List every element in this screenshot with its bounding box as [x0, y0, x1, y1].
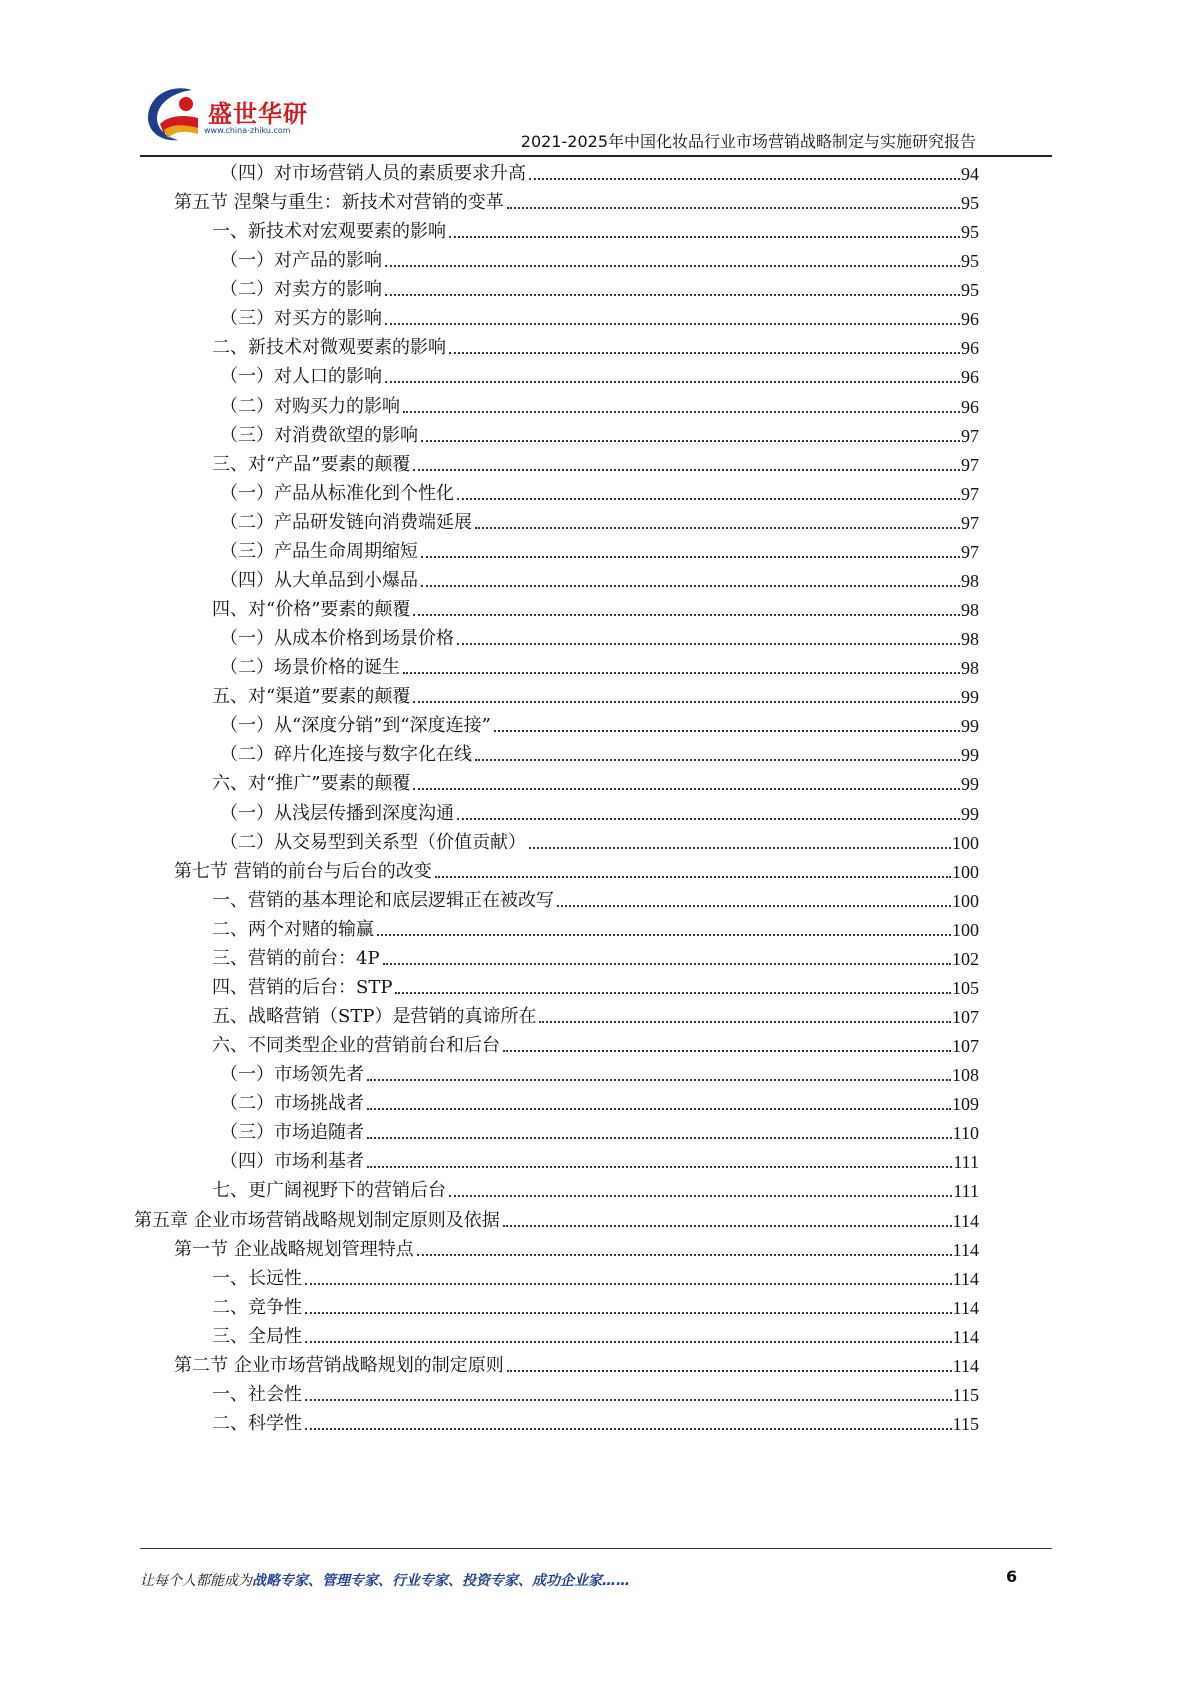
toc-entry — [220, 271, 979, 302]
toc-leader-dots — [403, 411, 960, 413]
toc-leader-dots — [507, 207, 960, 209]
toc-entry-label: （二）产品研发链向消费端延展 — [220, 511, 472, 533]
toc-leader-dots — [367, 1137, 952, 1139]
toc-entry-label: （一）从浅层传播到深度沟通 — [220, 802, 454, 824]
toc-entry — [212, 940, 979, 971]
toc-entry — [220, 300, 979, 331]
toc-entry-page: 107 — [952, 1007, 979, 1028]
toc-entry — [220, 1143, 979, 1174]
toc-entry-label: 四、对“价格”要素的颠覆 — [212, 599, 411, 621]
toc-entry — [212, 329, 979, 360]
toc-entry — [220, 824, 979, 855]
toc-leader-dots — [421, 440, 960, 442]
toc-entry-label: 第五节 涅槃与重生：新技术对营销的变革 — [174, 192, 504, 214]
toc-entry-label: （一）产品从标准化到个性化 — [220, 482, 454, 504]
toc-entry — [212, 1172, 979, 1203]
toc-entry-page: 97 — [961, 454, 979, 475]
toc-entry-label: 一、新技术对宏观要素的影响 — [212, 221, 446, 243]
toc-entry-label: 四、营销的后台：STP — [212, 976, 393, 998]
toc-entry-label: 第二节 企业市场营销战略规划的制定原则 — [174, 1354, 504, 1376]
toc-entry-page: 97 — [961, 425, 979, 446]
toc-leader-dots — [367, 1108, 951, 1110]
toc-leader-dots — [385, 265, 960, 267]
toc-entry-page: 115 — [952, 1414, 979, 1434]
toc-entry — [220, 707, 979, 738]
toc-entry-label: （四）从大单品到小爆品 — [220, 569, 418, 591]
toc-leader-dots — [417, 1254, 952, 1256]
toc-entry-label: 六、对“推广”要素的颠覆 — [212, 773, 411, 795]
toc-entry — [212, 1405, 979, 1436]
toc-entry — [220, 1056, 979, 1087]
toc-leader-dots — [377, 934, 951, 936]
toc-entry — [134, 1202, 979, 1233]
toc-entry-page: 114 — [952, 1355, 979, 1376]
toc-entry-label: （三）对买方的影响 — [220, 308, 382, 330]
toc-entry-label: 一、社会性 — [212, 1383, 302, 1405]
toc-entry-page: 114 — [952, 1297, 979, 1318]
toc-entry — [220, 795, 979, 826]
brand-url: www.china-zhiku.com — [204, 126, 291, 135]
toc-leader-dots — [385, 381, 960, 383]
toc-leader-dots — [385, 294, 960, 296]
toc-entry — [174, 1347, 979, 1378]
toc-leader-dots — [457, 818, 960, 820]
toc-entry-label: （二）碎片化连接与数字化在线 — [220, 744, 472, 766]
toc-entry-label: （二）市场挑战者 — [220, 1093, 364, 1115]
toc-leader-dots — [421, 585, 960, 587]
toc-entry — [220, 736, 979, 767]
toc-leader-dots — [449, 236, 960, 238]
toc-entry — [220, 417, 979, 448]
toc-entry-page: 110 — [952, 1123, 979, 1144]
toc-entry — [212, 1376, 979, 1407]
toc-entry — [174, 853, 979, 884]
footer-slogan-emphasis: 战略专家、管理专家、行业专家、投资专家、成功企业家…… — [252, 1573, 630, 1589]
toc-leader-dots — [421, 556, 960, 558]
toc-entry-label: 五、对“渠道”要素的颠覆 — [212, 686, 411, 708]
toc-leader-dots — [413, 701, 960, 703]
toc-entry-page: 98 — [961, 658, 979, 679]
toc-entry-page: 95 — [961, 193, 979, 214]
toc-leader-dots — [383, 963, 951, 965]
toc-entry-label: （四）市场利基者 — [220, 1151, 364, 1173]
footer-slogan — [140, 1570, 630, 1590]
toc-entry-page: 105 — [952, 977, 979, 998]
footer-slogan-lead: 让每个人都能成为 — [140, 1573, 252, 1589]
report-title: 2021-2025年中国化妆品行业市场营销战略制定与实施研究报告 — [520, 132, 976, 151]
toc-leader-dots — [305, 1283, 952, 1285]
toc-entry — [212, 1027, 979, 1058]
toc-entry-page: 96 — [961, 338, 979, 359]
toc-entry-label: （二）从交易型到关系型（价值贡献） — [220, 831, 526, 853]
toc-leader-dots — [305, 1428, 952, 1430]
toc-entry — [220, 562, 979, 593]
toc-entry-page: 115 — [952, 1384, 979, 1405]
toc-leader-dots — [413, 788, 960, 790]
toc-leader-dots — [475, 527, 960, 529]
toc-entry — [212, 678, 979, 709]
toc-entry-page: 96 — [961, 396, 979, 417]
toc-entry-page: 97 — [961, 541, 979, 562]
toc-leader-dots — [539, 1021, 951, 1023]
toc-leader-dots — [475, 759, 960, 761]
toc-entry-page: 99 — [961, 774, 979, 795]
toc-entry — [212, 998, 979, 1029]
footer-divider — [140, 1548, 1052, 1549]
toc-entry-label: 三、营销的前台：4P — [212, 947, 380, 969]
toc-entry — [220, 620, 979, 651]
toc-entry-label: 二、新技术对微观要素的影响 — [212, 337, 446, 359]
toc-entry-label: 第一节 企业战略规划管理特点 — [174, 1238, 414, 1260]
toc-leader-dots — [457, 643, 960, 645]
toc-entry-page: 97 — [961, 483, 979, 504]
toc-entry — [220, 475, 979, 506]
toc-entry — [220, 155, 979, 186]
toc-entry-page: 107 — [952, 1036, 979, 1057]
toc-entry-page: 114 — [952, 1326, 979, 1347]
toc-entry-page: 99 — [961, 745, 979, 766]
toc-leader-dots — [413, 469, 960, 471]
toc-leader-dots — [529, 178, 960, 180]
toc-leader-dots — [305, 1341, 952, 1343]
toc-entry-label: （一）对人口的影响 — [220, 366, 382, 388]
toc-leader-dots — [457, 498, 960, 500]
toc-entry-page: 95 — [961, 222, 979, 243]
toc-entry — [174, 1231, 979, 1262]
toc-leader-dots — [385, 323, 960, 325]
toc-entry-page: 108 — [952, 1065, 979, 1086]
toc-entry-label: （四）对市场营销人员的素质要求升高 — [220, 163, 526, 184]
toc-leader-dots — [529, 847, 951, 849]
toc-leader-dots — [503, 1050, 951, 1052]
toc-entry-page: 98 — [961, 600, 979, 621]
toc-entry-page: 102 — [952, 948, 979, 969]
brand-name: 盛世华研 — [208, 100, 308, 128]
toc-entry-page: 99 — [961, 803, 979, 824]
toc-entry-label: （一）从“深度分销”到“深度连接” — [220, 715, 491, 737]
toc-entry-page: 114 — [952, 1239, 979, 1260]
toc-leader-dots — [449, 352, 960, 354]
toc-entry-page: 97 — [961, 512, 979, 533]
toc-entry — [220, 242, 979, 273]
toc-leader-dots — [557, 905, 951, 907]
toc-leader-dots — [503, 1225, 952, 1227]
toc-leader-dots — [305, 1399, 952, 1401]
toc-entry-label: （二）对卖方的影响 — [220, 279, 382, 301]
toc-entry-label: 六、不同类型企业的营销前台和后台 — [212, 1035, 500, 1057]
toc-leader-dots — [413, 614, 960, 616]
toc-entry-label: （一）市场领先者 — [220, 1064, 364, 1086]
page-number: 6 — [1006, 1567, 1018, 1586]
toc-entry-page: 98 — [961, 629, 979, 650]
toc-leader-dots — [305, 1312, 952, 1314]
toc-entry-label: （二）场景价格的诞生 — [220, 657, 400, 679]
toc-entry — [212, 591, 979, 622]
toc-entry — [220, 1114, 979, 1145]
toc-entry — [212, 765, 979, 796]
toc-entry-label: （一）对产品的影响 — [220, 250, 382, 272]
toc-entry-page: 100 — [952, 861, 979, 882]
toc-entry-page: 100 — [952, 832, 979, 853]
toc-entry-label: （一）从成本价格到场景价格 — [220, 628, 454, 650]
logo-mark-icon — [142, 84, 208, 146]
toc-entry — [212, 882, 979, 913]
toc-entry-label: 第五章 企业市场营销战略规划制定原则及依据 — [134, 1209, 500, 1231]
toc-entry-page: 111 — [953, 1181, 979, 1202]
page-header — [0, 0, 1191, 160]
toc-entry — [220, 649, 979, 680]
toc-entry-page: 96 — [961, 309, 979, 330]
toc-entry-label: 七、更广阔视野下的营销后台 — [212, 1180, 446, 1202]
toc-leader-dots — [367, 1166, 952, 1168]
toc-entry-label: （三）产品生命周期缩短 — [220, 540, 418, 562]
toc-entry-label: （三）市场追随者 — [220, 1122, 364, 1144]
toc-entry-page: 99 — [961, 716, 979, 737]
toc-entry-page: 99 — [961, 687, 979, 708]
toc-entry-page: 94 — [961, 164, 979, 184]
toc-entry — [212, 446, 979, 477]
toc-entry-label: 三、全局性 — [212, 1325, 302, 1347]
toc-entry-page: 109 — [952, 1094, 979, 1115]
toc-leader-dots — [367, 1079, 951, 1081]
toc-entry — [212, 1289, 979, 1320]
toc-entry-label: 第七节 营销的前台与后台的改变 — [174, 860, 432, 882]
toc-entry — [220, 388, 979, 419]
toc-entry-page: 111 — [953, 1152, 979, 1173]
toc-entry-page: 95 — [961, 280, 979, 301]
toc-leader-dots — [507, 1370, 952, 1372]
toc-entry — [212, 1318, 979, 1349]
toc-leader-dots — [403, 672, 960, 674]
toc-entry — [212, 911, 979, 942]
toc-leader-dots — [494, 730, 960, 732]
toc-entry — [212, 969, 979, 1000]
toc-entry — [212, 1260, 979, 1291]
toc-entry-page: 114 — [952, 1210, 979, 1231]
toc-entry-page: 98 — [961, 570, 979, 591]
toc-entry-label: 三、对“产品”要素的颠覆 — [212, 453, 411, 475]
brand-logo — [142, 84, 312, 146]
toc-entry — [220, 533, 979, 564]
toc-entry — [174, 184, 979, 215]
toc-entry-page: 96 — [961, 367, 979, 388]
toc-entry-page: 100 — [952, 890, 979, 911]
toc-entry-page: 114 — [952, 1268, 979, 1289]
toc-entry-page: 95 — [961, 251, 979, 272]
toc-entry-label: 二、竞争性 — [212, 1296, 302, 1318]
toc-entry-page: 100 — [952, 919, 979, 940]
toc-leader-dots — [435, 876, 951, 878]
toc-entry-label: （三）对消费欲望的影响 — [220, 424, 418, 446]
toc-leader-dots — [449, 1195, 952, 1197]
toc-entry — [212, 213, 979, 244]
toc-leader-dots — [395, 992, 951, 994]
toc-entry-label: 二、两个对赌的输赢 — [212, 918, 374, 940]
toc-entry-label: （二）对购买力的影响 — [220, 395, 400, 417]
toc-entry-label: 二、科学性 — [212, 1413, 302, 1434]
toc-entry-label: 一、长远性 — [212, 1267, 302, 1289]
toc-entry — [220, 358, 979, 389]
toc-entry — [220, 504, 979, 535]
toc-entry — [220, 1085, 979, 1116]
toc-entry-label: 一、营销的基本理论和底层逻辑正在被改写 — [212, 889, 554, 911]
toc-entry-label: 五、战略营销（STP）是营销的真谛所在 — [212, 1006, 537, 1028]
